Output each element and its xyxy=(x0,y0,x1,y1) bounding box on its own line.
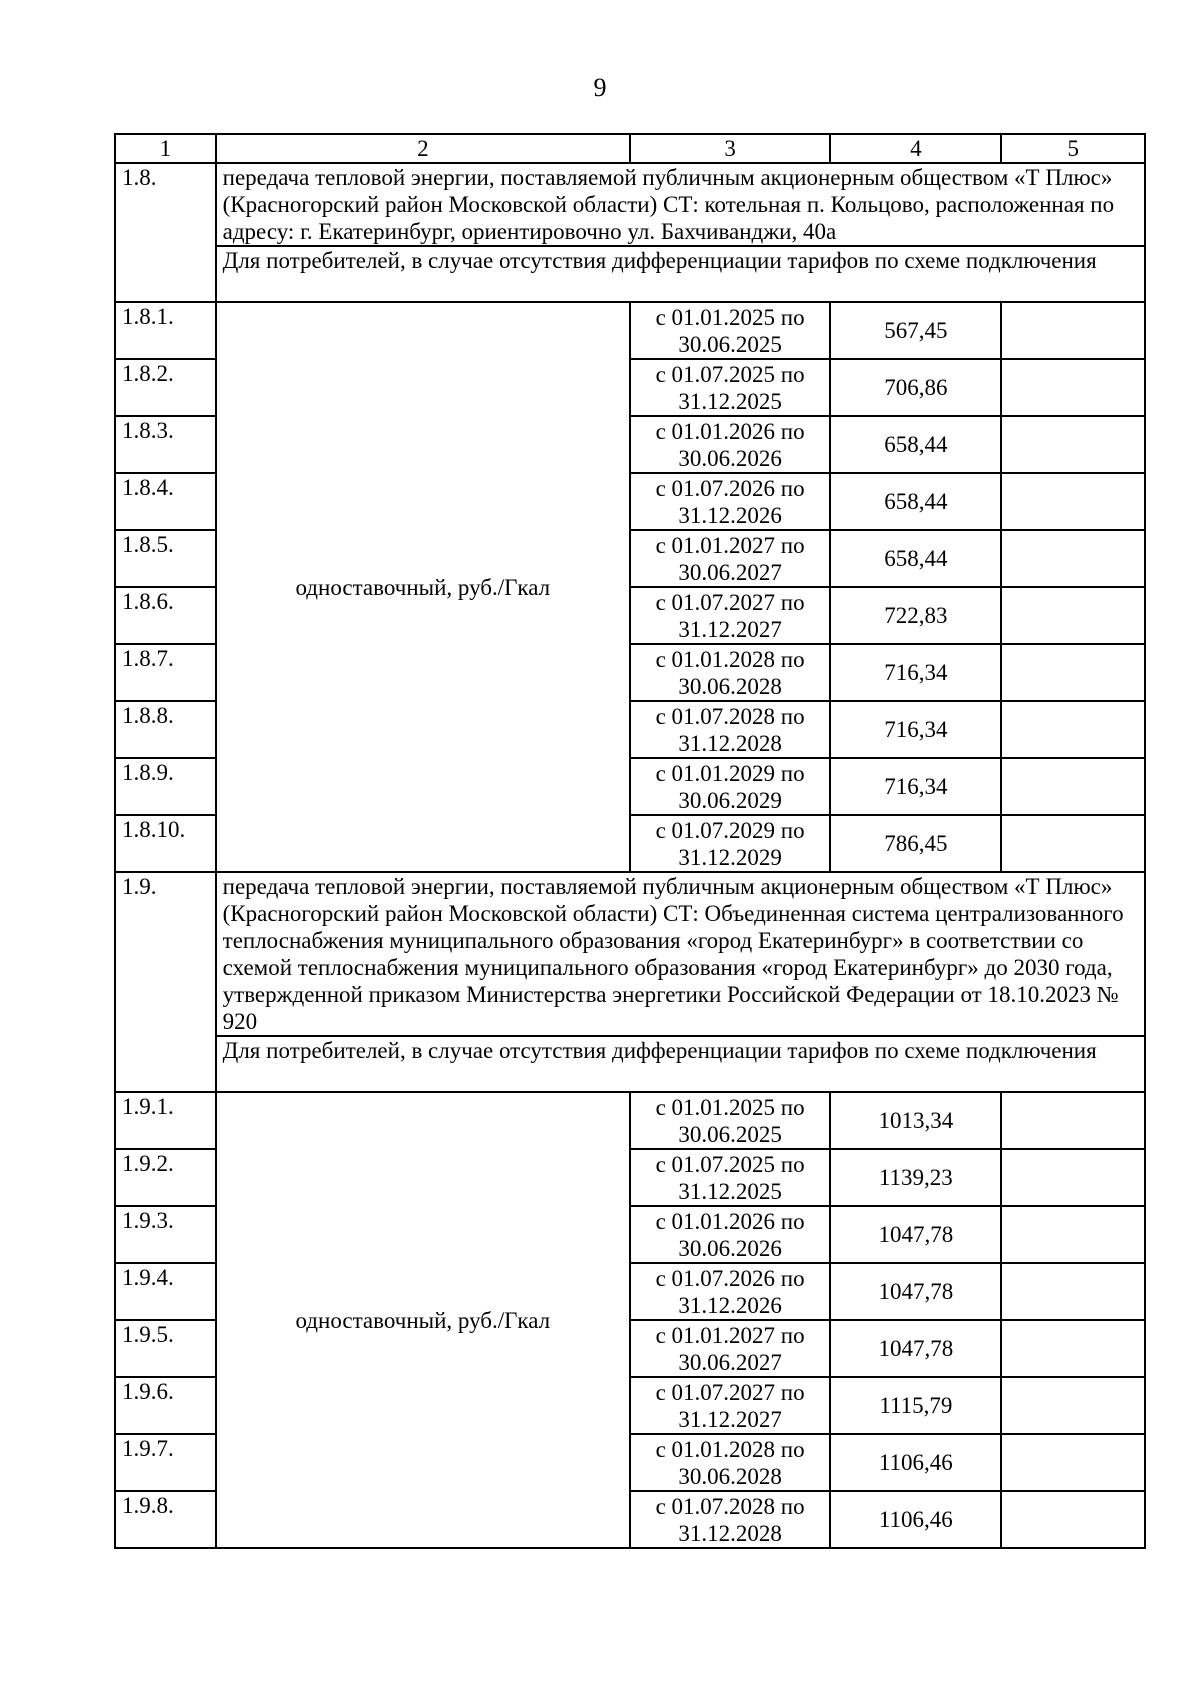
tariff-value: 1106,46 xyxy=(830,1491,1001,1548)
tariff-value: 716,34 xyxy=(830,644,1001,701)
row-number: 1.9.5. xyxy=(115,1320,216,1377)
consumers-row xyxy=(115,246,1145,302)
section-description: передача тепловой энергии, поставляемой публичным акционерным обществом «Т Плюс» (Красногорский район Московской области) СТ: котельная п. Кольцово, расположенная по адресу: г. Екатеринбург, ориентировочно ул. Бахчиванджи, 40а xyxy=(216,163,1145,246)
row-number: 1.8.2. xyxy=(115,359,216,416)
tariff-value: 658,44 xyxy=(830,416,1001,473)
column-header: 1 xyxy=(115,134,216,163)
column-5-cell xyxy=(1001,587,1145,644)
period-cell: с 01.07.2025 по 31.12.2025 xyxy=(630,1149,830,1206)
tariff-value: 716,34 xyxy=(830,701,1001,758)
period-cell: с 01.07.2027 по 31.12.2027 xyxy=(630,587,830,644)
tariff-value: 1106,46 xyxy=(830,1434,1001,1491)
tariff-value: 1047,78 xyxy=(830,1320,1001,1377)
column-5-cell xyxy=(1001,1491,1145,1548)
tariff-value: 1047,78 xyxy=(830,1206,1001,1263)
consumers-row xyxy=(115,1036,1145,1092)
period-cell: с 01.01.2025 по 30.06.2025 xyxy=(630,302,830,359)
rate-type: одноставочный, руб./Гкал xyxy=(216,1092,630,1548)
row-number: 1.9.6. xyxy=(115,1377,216,1434)
period-cell: с 01.01.2026 по 30.06.2026 xyxy=(630,1206,830,1263)
tariff-value: 716,34 xyxy=(830,758,1001,815)
row-number: 1.9.8. xyxy=(115,1491,216,1548)
page-number: 9 xyxy=(593,73,607,102)
section-header-row xyxy=(115,163,1145,246)
section-number: 1.9. xyxy=(115,872,216,1092)
column-5-cell xyxy=(1001,1377,1145,1434)
period-cell: с 01.01.2025 по 30.06.2025 xyxy=(630,1092,830,1149)
row-number: 1.8.1. xyxy=(115,302,216,359)
row-number: 1.8.10. xyxy=(115,815,216,872)
row-number: 1.8.9. xyxy=(115,758,216,815)
period-cell: с 01.07.2028 по 31.12.2028 xyxy=(630,701,830,758)
period-cell: с 01.01.2026 по 30.06.2026 xyxy=(630,416,830,473)
tariff-value: 786,45 xyxy=(830,815,1001,872)
column-5-cell xyxy=(1001,644,1145,701)
tariff-value: 722,83 xyxy=(830,587,1001,644)
period-cell: с 01.01.2029 по 30.06.2029 xyxy=(630,758,830,815)
row-number: 1.8.7. xyxy=(115,644,216,701)
tariff-table xyxy=(114,133,1146,1549)
tariff-value: 1115,79 xyxy=(830,1377,1001,1434)
column-5-cell xyxy=(1001,1320,1145,1377)
column-5-cell xyxy=(1001,701,1145,758)
column-header: 2 xyxy=(216,134,630,163)
period-cell: с 01.07.2025 по 31.12.2025 xyxy=(630,359,830,416)
consumers-note: Для потребителей, в случае отсутствия дифференциации тарифов по схеме подключения xyxy=(216,246,1145,302)
row-number: 1.8.5. xyxy=(115,530,216,587)
period-cell: с 01.07.2026 по 31.12.2026 xyxy=(630,473,830,530)
period-cell: с 01.07.2026 по 31.12.2026 xyxy=(630,1263,830,1320)
section-number: 1.8. xyxy=(115,163,216,302)
column-5-cell xyxy=(1001,1434,1145,1491)
column-5-cell xyxy=(1001,815,1145,872)
row-number: 1.9.2. xyxy=(115,1149,216,1206)
row-number: 1.9.3. xyxy=(115,1206,216,1263)
period-cell: с 01.01.2027 по 30.06.2027 xyxy=(630,530,830,587)
table-header-row xyxy=(115,134,1145,163)
table-row xyxy=(115,302,1145,359)
tariff-value: 1139,23 xyxy=(830,1149,1001,1206)
column-header: 3 xyxy=(630,134,830,163)
column-5-cell xyxy=(1001,758,1145,815)
rate-type: одноставочный, руб./Гкал xyxy=(216,302,630,872)
row-number: 1.9.7. xyxy=(115,1434,216,1491)
column-5-cell xyxy=(1001,359,1145,416)
column-header: 5 xyxy=(1001,134,1145,163)
period-cell: с 01.07.2029 по 31.12.2029 xyxy=(630,815,830,872)
column-5-cell xyxy=(1001,473,1145,530)
row-number: 1.9.1. xyxy=(115,1092,216,1149)
tariff-value: 567,45 xyxy=(830,302,1001,359)
column-header: 4 xyxy=(830,134,1001,163)
column-5-cell xyxy=(1001,302,1145,359)
column-5-cell xyxy=(1001,1092,1145,1149)
column-5-cell xyxy=(1001,416,1145,473)
tariff-value: 658,44 xyxy=(830,473,1001,530)
row-number: 1.8.3. xyxy=(115,416,216,473)
section-header-row xyxy=(115,872,1145,1036)
section-description: передача тепловой энергии, поставляемой публичным акционерным обществом «Т Плюс» (Красногорский район Московской области) СТ: Объединенная система централизованного теплоснабжения муниципального образования «город Екатеринбург» в соответствии со схемой теплоснабжения муниципального образования «город Екатеринбург» до 2030 года, утвержденной приказом Министерства энергетики Российской Федерации от 18.10.2023 № 920 xyxy=(216,872,1145,1036)
tariff-value: 1013,34 xyxy=(830,1092,1001,1149)
column-5-cell xyxy=(1001,1263,1145,1320)
tariff-value: 658,44 xyxy=(830,530,1001,587)
tariff-value: 706,86 xyxy=(830,359,1001,416)
column-5-cell xyxy=(1001,1149,1145,1206)
column-5-cell xyxy=(1001,1206,1145,1263)
column-5-cell xyxy=(1001,530,1145,587)
row-number: 1.8.6. xyxy=(115,587,216,644)
row-number: 1.8.4. xyxy=(115,473,216,530)
row-number: 1.8.8. xyxy=(115,701,216,758)
period-cell: с 01.07.2027 по 31.12.2027 xyxy=(630,1377,830,1434)
row-number: 1.9.4. xyxy=(115,1263,216,1320)
period-cell: с 01.07.2028 по 31.12.2028 xyxy=(630,1491,830,1548)
table-row xyxy=(115,1092,1145,1149)
tariff-value: 1047,78 xyxy=(830,1263,1001,1320)
period-cell: с 01.01.2028 по 30.06.2028 xyxy=(630,644,830,701)
consumers-note: Для потребителей, в случае отсутствия дифференциации тарифов по схеме подключения xyxy=(216,1036,1145,1092)
period-cell: с 01.01.2027 по 30.06.2027 xyxy=(630,1320,830,1377)
period-cell: с 01.01.2028 по 30.06.2028 xyxy=(630,1434,830,1491)
